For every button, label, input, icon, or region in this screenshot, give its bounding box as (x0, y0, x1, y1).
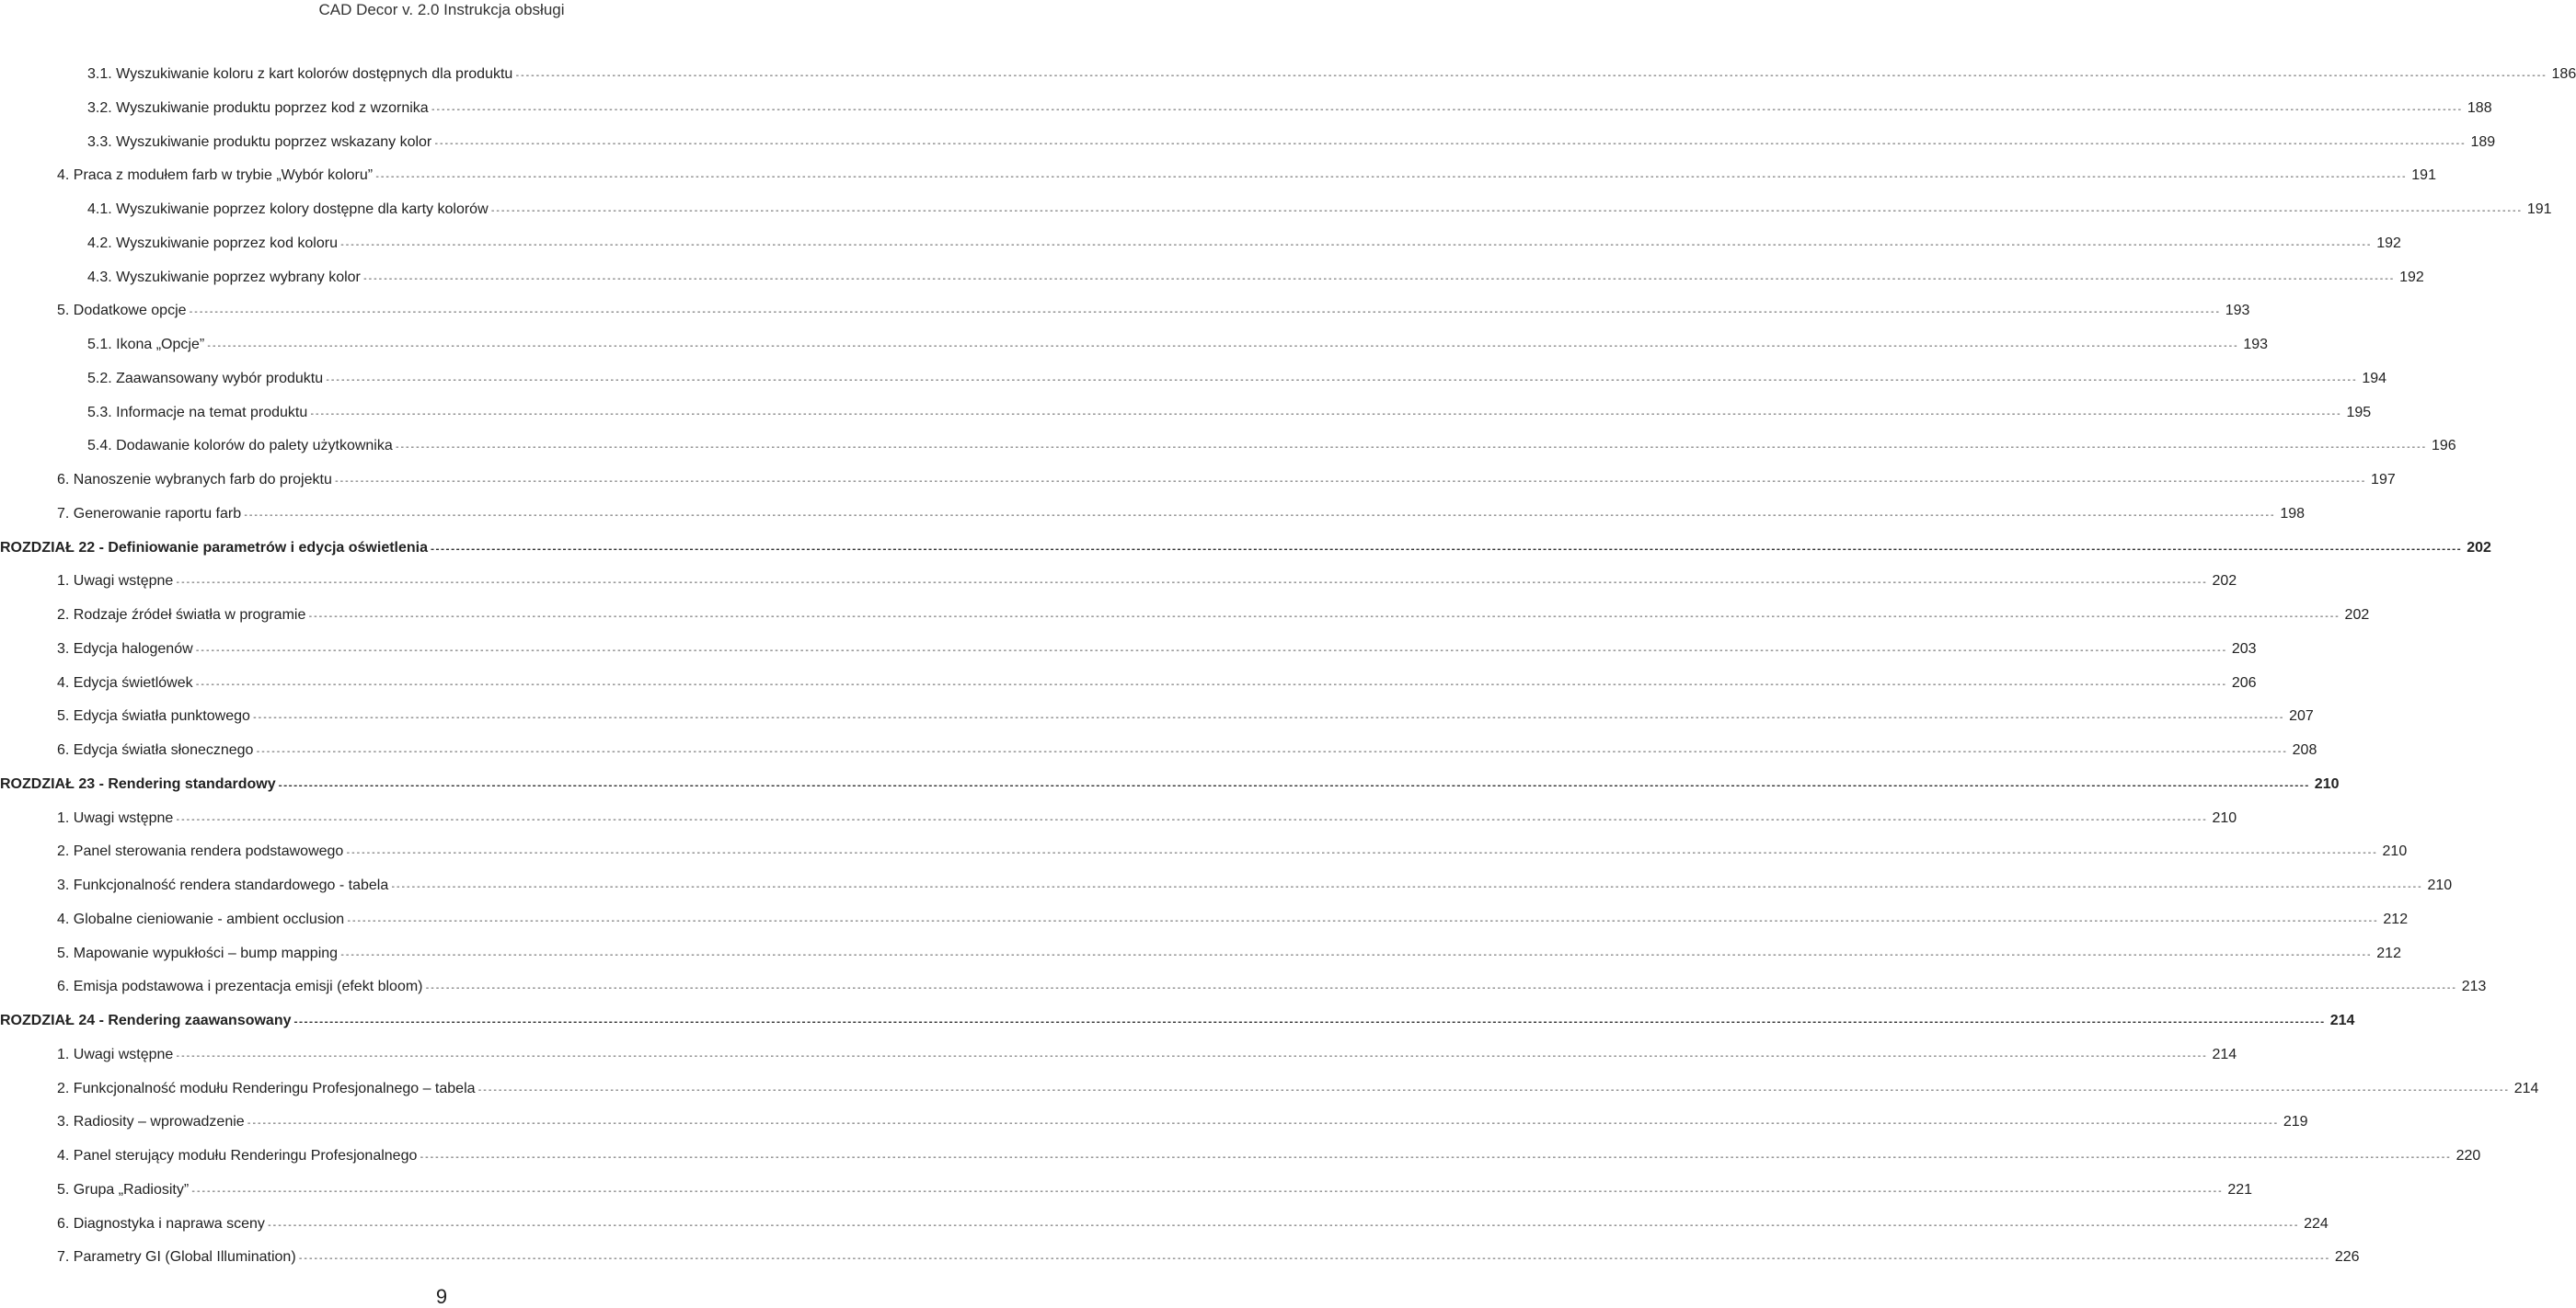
toc-entry[interactable] (87, 132, 2496, 153)
toc-entry-title: 1. Uwagi wstępne (57, 1047, 174, 1062)
toc-entry-title: 5.1. Ikona „Opcje” (87, 337, 205, 352)
toc-entry-title: 3.1. Wyszukiwanie koloru z kart kolorów dostępnych dla produktu (87, 66, 513, 82)
toc-entry-page: 214 (2329, 1013, 2355, 1028)
toc-entry-page: 188 (2467, 100, 2492, 116)
toc-dot-leader: ---------------------------------------------------------------------------------------------------------------------------------------------------------------------------------------------------------------------------------------------------------------------------------------------------------------------------------------------------------------------------------------------------------------- (194, 680, 2226, 690)
toc-entry-title: 7. Parametry GI (Global Illumination) (57, 1249, 296, 1265)
toc-entry-title: ROZDZIAŁ 22 - Definiowanie parametrów i edycja oświetlenia (0, 540, 428, 556)
toc-entry[interactable] (57, 673, 2257, 694)
toc-dot-leader: ---------------------------------------------------------------------------------------------------------------------------------------------------------------------------------------------------------------------------------------------------------------------------------------------------------------------------------------------------------------------------------------------------------------- (477, 1085, 2509, 1096)
toc-dot-leader: ---------------------------------------------------------------------------------------------------------------------------------------------------------------------------------------------------------------------------------------------------------------------------------------------------------------------------------------------------------------------------------------------------------------- (243, 511, 2275, 521)
toc-entry-page: 191 (2526, 201, 2552, 217)
toc-entry-page: 186 (2551, 66, 2576, 82)
toc-dot-leader: ---------------------------------------------------------------------------------------------------------------------------------------------------------------------------------------------------------------------------------------------------------------------------------------------------------------------------------------------------------------------------------------------------------------- (190, 1187, 2223, 1197)
toc-dot-leader: ---------------------------------------------------------------------------------------------------------------------------------------------------------------------------------------------------------------------------------------------------------------------------------------------------------------------------------------------------------------------------------------------------------------- (297, 1254, 2329, 1264)
toc-entry-page: 210 (2314, 776, 2340, 792)
toc-entry-page: 197 (2371, 472, 2396, 488)
toc-entry-page: 195 (2346, 405, 2372, 420)
toc-chapter-entry[interactable] (0, 774, 2340, 795)
toc-entry-page: 219 (2283, 1114, 2308, 1130)
toc-entry-page: 193 (2225, 303, 2250, 318)
toc-entry-title: 4. Edycja świetlówek (57, 675, 193, 691)
running-header (0, 0, 883, 24)
toc-entry[interactable] (57, 639, 2257, 660)
toc-entry-title: 4.1. Wyszukiwanie poprzez kolory dostępne dla karty kolorów (87, 201, 489, 217)
toc-entry[interactable] (57, 1079, 2539, 1099)
toc-entry[interactable] (87, 98, 2492, 119)
toc-dot-leader: ---------------------------------------------------------------------------------------------------------------------------------------------------------------------------------------------------------------------------------------------------------------------------------------------------------------------------------------------------------------------------------------------------------------- (362, 274, 2395, 284)
toc-dot-leader: ---------------------------------------------------------------------------------------------------------------------------------------------------------------------------------------------------------------------------------------------------------------------------------------------------------------------------------------------------------------------------------------------------------------- (255, 747, 2287, 757)
toc-entry-title: 5.2. Zaawansowany wybór produktu (87, 371, 324, 386)
toc-entry-page: 212 (2376, 946, 2401, 961)
toc-dot-leader: ---------------------------------------------------------------------------------------------------------------------------------------------------------------------------------------------------------------------------------------------------------------------------------------------------------------------------------------------------------------------------------------------------------------- (374, 172, 2407, 182)
toc-entry-page: 207 (2289, 708, 2314, 724)
toc-entry-page: 213 (2461, 979, 2487, 994)
toc-entry-title: 3.2. Wyszukiwanie produktu poprzez kod z wzornika (87, 100, 429, 116)
toc-entry-page: 191 (2411, 167, 2436, 183)
toc-dot-leader: ---------------------------------------------------------------------------------------------------------------------------------------------------------------------------------------------------------------------------------------------------------------------------------------------------------------------------------------------------------------------------------------------------------------- (325, 375, 2357, 385)
toc-entry-title: 6. Nanoszenie wybranych farb do projektu (57, 472, 332, 488)
toc-dot-leader: ---------------------------------------------------------------------------------------------------------------------------------------------------------------------------------------------------------------------------------------------------------------------------------------------------------------------------------------------------------------------------------------------------------------- (433, 139, 2466, 149)
toc-entry-page: 206 (2231, 675, 2257, 691)
toc-entry-page: 220 (2455, 1148, 2481, 1164)
toc-entry[interactable] (57, 740, 2317, 761)
toc-entry-title: 2. Funkcjonalność modułu Renderingu Profesjonalnego – tabela (57, 1081, 476, 1096)
toc-entry-title: 7. Generowanie raportu farb (57, 506, 242, 522)
toc-entry-title: ROZDZIAŁ 23 - Rendering standardowy (0, 776, 276, 792)
toc-entry-title: 4.3. Wyszukiwanie poprzez wybrany kolor (87, 270, 361, 285)
toc-entry-page: 194 (2362, 371, 2387, 386)
toc-entry[interactable] (57, 876, 2453, 896)
toc-entry-page: 198 (2280, 506, 2306, 522)
toc-entry-title: ROZDZIAŁ 24 - Rendering zaawansowany (0, 1013, 292, 1028)
toc-entry[interactable] (57, 571, 2237, 591)
toc-entry-title: 3. Edycja halogenów (57, 641, 193, 657)
toc-entry-title: 2. Panel sterowania rendera podstawowego (57, 843, 344, 859)
toc-entry[interactable] (87, 268, 2424, 288)
toc-dot-leader: ---------------------------------------------------------------------------------------------------------------------------------------------------------------------------------------------------------------------------------------------------------------------------------------------------------------------------------------------------------------------------------------------------------------- (514, 71, 2547, 81)
toc-entry[interactable] (57, 301, 2250, 321)
toc-dot-leader: ---------------------------------------------------------------------------------------------------------------------------------------------------------------------------------------------------------------------------------------------------------------------------------------------------------------------------------------------------------------------------------------------------------------- (307, 612, 2340, 622)
toc-dot-leader: ---------------------------------------------------------------------------------------------------------------------------------------------------------------------------------------------------------------------------------------------------------------------------------------------------------------------------------------------------------------------------------------------------------------- (424, 983, 2456, 993)
toc-entry[interactable] (57, 470, 2396, 490)
toc-entry-page: 208 (2292, 742, 2317, 758)
toc-entry[interactable] (57, 809, 2237, 829)
toc-entry-title: 5. Mapowanie wypukłości – bump mapping (57, 946, 339, 961)
toc-entry-page: 226 (2334, 1249, 2360, 1265)
toc-entry[interactable] (87, 335, 2269, 355)
toc-entry-title: 6. Emisja podstawowa i prezentacja emisji (efekt bloom) (57, 979, 423, 994)
toc-entry-page: 193 (2243, 337, 2269, 352)
toc-dot-leader: ---------------------------------------------------------------------------------------------------------------------------------------------------------------------------------------------------------------------------------------------------------------------------------------------------------------------------------------------------------------------------------------------------------------- (333, 476, 2366, 487)
toc-dot-leader: ---------------------------------------------------------------------------------------------------------------------------------------------------------------------------------------------------------------------------------------------------------------------------------------------------------------------------------------------------------------------------------------------------------------- (419, 1153, 2451, 1163)
toc-entry-title: 4. Panel sterujący modułu Renderingu Profesjonalnego (57, 1148, 418, 1164)
document-title: CAD Decor v. 2.0 Instrukcja obsługi (318, 1, 565, 18)
toc-entry[interactable] (57, 1180, 2253, 1200)
toc-entry[interactable] (57, 1247, 2360, 1268)
toc-entry[interactable] (87, 403, 2372, 423)
toc-entry-title: 5. Grupa „Radiosity” (57, 1182, 190, 1198)
toc-dot-leader: ---------------------------------------------------------------------------------------------------------------------------------------------------------------------------------------------------------------------------------------------------------------------------------------------------------------------------------------------------------------------------------------------------------------- (309, 409, 2341, 419)
toc-dot-leader: ---------------------------------------------------------------------------------------------------------------------------------------------------------------------------------------------------------------------------------------------------------------------------------------------------------------------------------------------------------------------------------------------------------------- (489, 206, 2522, 216)
toc-dot-leader: ---------------------------------------------------------------------------------------------------------------------------------------------------------------------------------------------------------------------------------------------------------------------------------------------------------------------------------------------------------------------------------------------------------------- (346, 916, 2378, 926)
toc-entry-title: 1. Uwagi wstępne (57, 573, 174, 589)
toc-entry-page: 210 (2427, 878, 2453, 893)
toc-entry[interactable] (57, 1112, 2308, 1132)
toc-entry-page: 202 (2467, 540, 2491, 556)
toc-entry-title: 6. Diagnostyka i naprawa sceny (57, 1216, 265, 1232)
toc-entry[interactable] (57, 977, 2487, 997)
toc-entry[interactable] (57, 166, 2436, 186)
toc-dot-leader: ---------------------------------------------------------------------------------------------------------------------------------------------------------------------------------------------------------------------------------------------------------------------------------------------------------------------------------------------------------------------------------------------------------------- (390, 882, 2422, 892)
toc-dot-leader: ---------------------------------------------------------------------------------------------------------------------------------------------------------------------------------------------------------------------------------------------------------------------------------------------------------------------------------------------------------------------------------------------------------------- (206, 341, 2238, 351)
toc-entry[interactable] (57, 1214, 2329, 1234)
toc-entry[interactable] (87, 200, 2552, 220)
toc-dot-leader: ---------------------------------------------------------------------------------------------------------------------------------------------------------------------------------------------------------------------------------------------------------------------------------------------------------------------------------------------------------------------------------------------------------------- (277, 781, 2309, 791)
toc-dot-leader: ---------------------------------------------------------------------------------------------------------------------------------------------------------------------------------------------------------------------------------------------------------------------------------------------------------------------------------------------------------------------------------------------------------------- (293, 1017, 2325, 1027)
toc-entry-title: 3. Radiosity – wprowadzenie (57, 1114, 245, 1130)
toc-entry[interactable] (87, 436, 2456, 456)
toc-entry-page: 210 (2382, 843, 2408, 859)
toc-entry-page: 202 (2344, 607, 2370, 623)
page-number: 9 (435, 1285, 448, 1308)
toc-entry-title: 3. Funkcjonalność rendera standardowego - tabela (57, 878, 389, 893)
toc-dot-leader: ---------------------------------------------------------------------------------------------------------------------------------------------------------------------------------------------------------------------------------------------------------------------------------------------------------------------------------------------------------------------------------------------------------------- (188, 307, 2220, 317)
toc-entry-title: 1. Uwagi wstępne (57, 810, 174, 826)
toc-entry-page: 214 (2212, 1047, 2237, 1062)
toc-entry-title: 2. Rodzaje źródeł światła w programie (57, 607, 306, 623)
toc-entry-page: 210 (2212, 810, 2237, 826)
toc-entry-page: 221 (2227, 1182, 2253, 1198)
toc-entry-page: 224 (2304, 1216, 2329, 1232)
toc-entry-title: 5.4. Dodawanie kolorów do palety użytkownika (87, 438, 393, 453)
toc-entry[interactable] (57, 910, 2409, 930)
toc-entry-title: 4. Praca z modułem farb w trybie „Wybór koloru” (57, 167, 374, 183)
toc-entry[interactable] (57, 605, 2370, 625)
toc-entry[interactable] (57, 944, 2401, 964)
toc-dot-leader: ---------------------------------------------------------------------------------------------------------------------------------------------------------------------------------------------------------------------------------------------------------------------------------------------------------------------------------------------------------------------------------------------------------------- (175, 578, 2207, 588)
toc-entry-page: 196 (2431, 438, 2456, 453)
toc-entry-title: 5.3. Informacje na temat produktu (87, 405, 308, 420)
toc-dot-leader: ---------------------------------------------------------------------------------------------------------------------------------------------------------------------------------------------------------------------------------------------------------------------------------------------------------------------------------------------------------------------------------------------------------------- (345, 848, 2377, 858)
toc-chapter-entry[interactable] (0, 538, 2491, 558)
toc-dot-leader: ---------------------------------------------------------------------------------------------------------------------------------------------------------------------------------------------------------------------------------------------------------------------------------------------------------------------------------------------------------------------------------------------------------------- (430, 545, 2462, 555)
toc-entry[interactable] (57, 504, 2306, 524)
toc-entry[interactable] (87, 64, 2576, 85)
toc-chapter-entry[interactable] (0, 1011, 2355, 1031)
toc-entry-title: 4. Globalne cieniowanie - ambient occlusion (57, 912, 345, 927)
toc-entry-page: 202 (2212, 573, 2237, 589)
toc-dot-leader: ---------------------------------------------------------------------------------------------------------------------------------------------------------------------------------------------------------------------------------------------------------------------------------------------------------------------------------------------------------------------------------------------------------------- (394, 442, 2426, 453)
toc-dot-leader: ---------------------------------------------------------------------------------------------------------------------------------------------------------------------------------------------------------------------------------------------------------------------------------------------------------------------------------------------------------------------------------------------------------------- (246, 1119, 2278, 1129)
toc-dot-leader: ---------------------------------------------------------------------------------------------------------------------------------------------------------------------------------------------------------------------------------------------------------------------------------------------------------------------------------------------------------------------------------------------------------------- (339, 240, 2372, 250)
toc-entry[interactable] (87, 234, 2401, 254)
toc-entry-page: 214 (2513, 1081, 2539, 1096)
toc-entry[interactable] (57, 1146, 2481, 1166)
toc-entry[interactable] (87, 369, 2387, 389)
toc-entry[interactable] (57, 842, 2408, 862)
toc-entry-page: 212 (2383, 912, 2409, 927)
toc-entry-title: 3.3. Wyszukiwanie produktu poprzez wskazany kolor (87, 134, 432, 150)
toc-dot-leader: ---------------------------------------------------------------------------------------------------------------------------------------------------------------------------------------------------------------------------------------------------------------------------------------------------------------------------------------------------------------------------------------------------------------- (430, 105, 2462, 115)
toc-dot-leader: ---------------------------------------------------------------------------------------------------------------------------------------------------------------------------------------------------------------------------------------------------------------------------------------------------------------------------------------------------------------------------------------------------------------- (251, 713, 2284, 723)
toc-entry-title: 4.2. Wyszukiwanie poprzez kod koloru (87, 235, 338, 251)
toc-entry-page: 192 (2399, 270, 2424, 285)
toc-dot-leader: ---------------------------------------------------------------------------------------------------------------------------------------------------------------------------------------------------------------------------------------------------------------------------------------------------------------------------------------------------------------------------------------------------------------- (175, 1051, 2207, 1061)
toc-entry-page: 203 (2231, 641, 2257, 657)
toc-entry-title: 5. Dodatkowe opcje (57, 303, 187, 318)
toc-entry-page: 189 (2470, 134, 2496, 150)
toc-dot-leader: ---------------------------------------------------------------------------------------------------------------------------------------------------------------------------------------------------------------------------------------------------------------------------------------------------------------------------------------------------------------------------------------------------------------- (339, 950, 2372, 960)
toc-dot-leader: ---------------------------------------------------------------------------------------------------------------------------------------------------------------------------------------------------------------------------------------------------------------------------------------------------------------------------------------------------------------------------------------------------------------- (175, 815, 2207, 825)
toc-entry-title: 6. Edycja światła słonecznego (57, 742, 254, 758)
toc-entry[interactable] (57, 706, 2314, 727)
toc-dot-leader: ---------------------------------------------------------------------------------------------------------------------------------------------------------------------------------------------------------------------------------------------------------------------------------------------------------------------------------------------------------------------------------------------------------------- (266, 1221, 2299, 1231)
toc-dot-leader: ---------------------------------------------------------------------------------------------------------------------------------------------------------------------------------------------------------------------------------------------------------------------------------------------------------------------------------------------------------------------------------------------------------------- (194, 646, 2226, 656)
toc-entry-title: 5. Edycja światła punktowego (57, 708, 250, 724)
toc-entry[interactable] (57, 1045, 2237, 1065)
toc-entry-page: 192 (2376, 235, 2401, 251)
